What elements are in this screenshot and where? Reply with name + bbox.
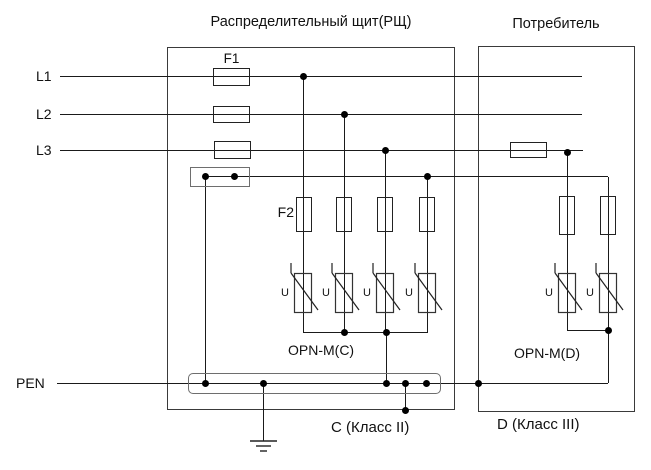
junction-dot bbox=[475, 380, 482, 387]
junction-dot bbox=[202, 380, 209, 387]
fuse-f2-1-icon bbox=[296, 197, 312, 232]
wire-spdc-join bbox=[303, 332, 428, 333]
junction-dot bbox=[423, 380, 430, 387]
fuse-f1-l1-icon bbox=[213, 68, 250, 86]
junction-dot bbox=[564, 149, 571, 156]
junction-dot bbox=[424, 173, 431, 180]
fuse-group-f2-label: F2 bbox=[277, 204, 294, 220]
line-label-l1: L1 bbox=[36, 68, 52, 84]
junction-dot bbox=[605, 327, 612, 334]
svg-text:U: U bbox=[363, 287, 371, 299]
wire-spdd-join bbox=[567, 330, 609, 331]
wire-l3 bbox=[60, 150, 583, 151]
wire-pe-branch bbox=[205, 176, 608, 177]
varistor-icon bbox=[320, 260, 360, 324]
varistor-icon bbox=[279, 260, 319, 324]
svg-text:U: U bbox=[545, 287, 553, 299]
class-c-label: C (Класс II) bbox=[331, 419, 410, 436]
distribution-board-title: Распределительный щит(РЩ) bbox=[210, 14, 412, 30]
svg-text:U: U bbox=[586, 287, 594, 299]
junction-dot bbox=[402, 380, 409, 387]
fuse-f2-2-icon bbox=[336, 197, 352, 232]
junction-dot bbox=[383, 329, 390, 336]
wire-l2 bbox=[60, 114, 582, 115]
svg-text:U: U bbox=[281, 287, 289, 299]
wire-pe-drop bbox=[205, 176, 206, 383]
junction-dot bbox=[231, 173, 238, 180]
line-label-l2: L2 bbox=[36, 106, 52, 122]
svg-text:U: U bbox=[405, 287, 413, 299]
junction-dot bbox=[300, 73, 307, 80]
varistor-icon bbox=[584, 260, 624, 324]
pe-terminal-block bbox=[190, 167, 250, 187]
junction-dot bbox=[382, 147, 389, 154]
fuse-f1-l3-icon bbox=[214, 141, 251, 159]
line-label-pen: PEN bbox=[16, 375, 45, 391]
spd-c-label: OPN-M(C) bbox=[288, 342, 355, 358]
junction-dot bbox=[202, 173, 209, 180]
varistor-icon bbox=[403, 260, 443, 324]
earth-ground-icon bbox=[246, 439, 280, 455]
consumer-title: Потребитель bbox=[512, 16, 600, 32]
fuse-f1-l2-icon bbox=[213, 106, 250, 123]
class-d-label: D (Класс III) bbox=[497, 416, 580, 433]
fuse-d2-icon bbox=[600, 196, 616, 235]
spd-d-label: OPN-M(D) bbox=[514, 345, 581, 361]
fuse-f2-4-icon bbox=[419, 197, 435, 232]
varistor-icon bbox=[361, 260, 401, 324]
varistor-icon bbox=[543, 260, 583, 324]
junction-dot bbox=[260, 380, 267, 387]
wire-l1 bbox=[60, 76, 582, 77]
junction-dot bbox=[402, 407, 409, 414]
junction-dot bbox=[341, 329, 348, 336]
junction-dot bbox=[341, 111, 348, 118]
fuse-f2-3-icon bbox=[377, 197, 393, 232]
svg-text:U: U bbox=[322, 287, 330, 299]
fuse-group-f1-label: F1 bbox=[223, 51, 240, 66]
fuse-consumer-l3-icon bbox=[510, 142, 547, 158]
junction-dot bbox=[383, 380, 390, 387]
line-label-l3: L3 bbox=[36, 142, 52, 158]
fuse-d1-icon bbox=[559, 196, 575, 235]
